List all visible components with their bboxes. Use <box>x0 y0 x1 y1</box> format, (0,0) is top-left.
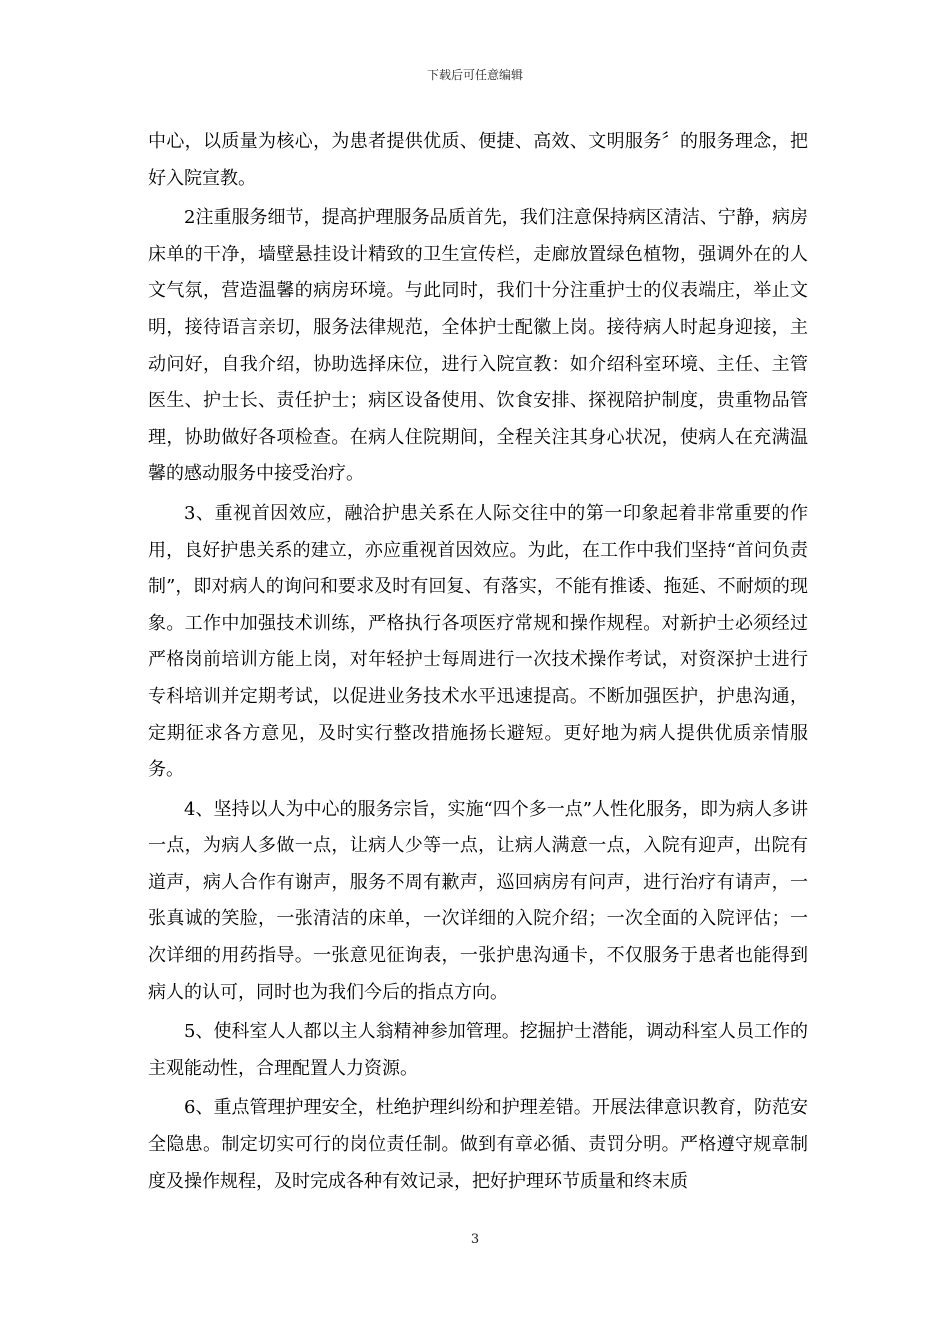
paragraph-1: 中心，以质量为核心，为患者提供优质、便捷、高效、文明服务〞的服务理念，把好入院宣教。 <box>148 131 808 189</box>
paragraph-3: 3、重视首因效应，融洽护患关系在人际交往中的第一印象起着非常重要的作用，良好护患关系的建立，亦应重视首因效应。为此，在工作中我们坚持“首问负责制”，即对病人的询问和要求及时有回复、有落实，不能有推诿、拖延、不耐烦的现象。工作中加强技术训练，严格执行各项医疗常规和操作规程。对新护士必须经过严格岗前培训方能上岗，对年轻护士每周进行一次技术操作考试，对资深护士进行专科培训并定期考试，以促进业务技术水平迅速提高。不断加强医护，护患沟通，定期征求各方意见，及时实行整改措施扬长避短。更好地为病人提供优质亲情服务。 <box>148 502 808 781</box>
body-text <box>148 124 808 1200</box>
page-number: 3 <box>470 1232 480 1247</box>
paragraph-2: 2注重服务细节，提高护理服务品质首先，我们注意保持病区清洁、宁静，病房床单的干净，墙壁悬挂设计精致的卫生宣传栏，走廊放置绿色植物，强调外在的人文气氛，营造温馨的病房环境。与此同时，我们十分注重护士的仪表端庄，举止文明，接待语言亲切，服务法律规范，全体护士配徽上岗。接待病人时起身迎接，主动问好，自我介绍，协助选择床位，进行入院宣教：如介绍科室环境、主任、主管医生、护士长、责任护士；病区设备使用、饮食安排、探视陪护制度，贵重物品管理，协助做好各项检查。在病人住院期间，全程关注其身心状况，使病人在充满温馨的感动服务中接受治疗。 <box>148 207 808 485</box>
page-header: 下载后可任意编辑 <box>426 68 523 82</box>
paragraph-5: 5、使科室人人都以主人翁精神参加管理。挖掘护士潜能，调动科室人员工作的主观能动性，合理配置人力资源。 <box>148 1021 808 1079</box>
paragraph-4: 4、坚持以人为中心的服务宗旨，实施“四个多一点”人性化服务，即为病人多讲一点，为病人多做一点，让病人少等一点，让病人满意一点，入院有迎声，出院有道声，病人合作有谢声，服务不周有歉声，巡回病房有问声，进行治疗有请声，一张真诚的笑脸，一张清洁的床单，一次详细的入院介绍；一次全面的入院评估；一次详细的用药指导。一张意见征询表，一张护患沟通卡，不仅服务于患者也能得到病人的认可，同时也为我们今后的指点方向。 <box>148 798 808 1003</box>
paragraph-6: 6、重点管理护理安全，杜绝护理纠纷和护理差错。开展法律意识教育，防范安全隐患。制定切实可行的岗位责任制。做到有章必循、责罚分明。严格遵守规章制度及操作规程，及时完成各种有效记录，把好护理环节质量和终末质 <box>148 1097 808 1192</box>
